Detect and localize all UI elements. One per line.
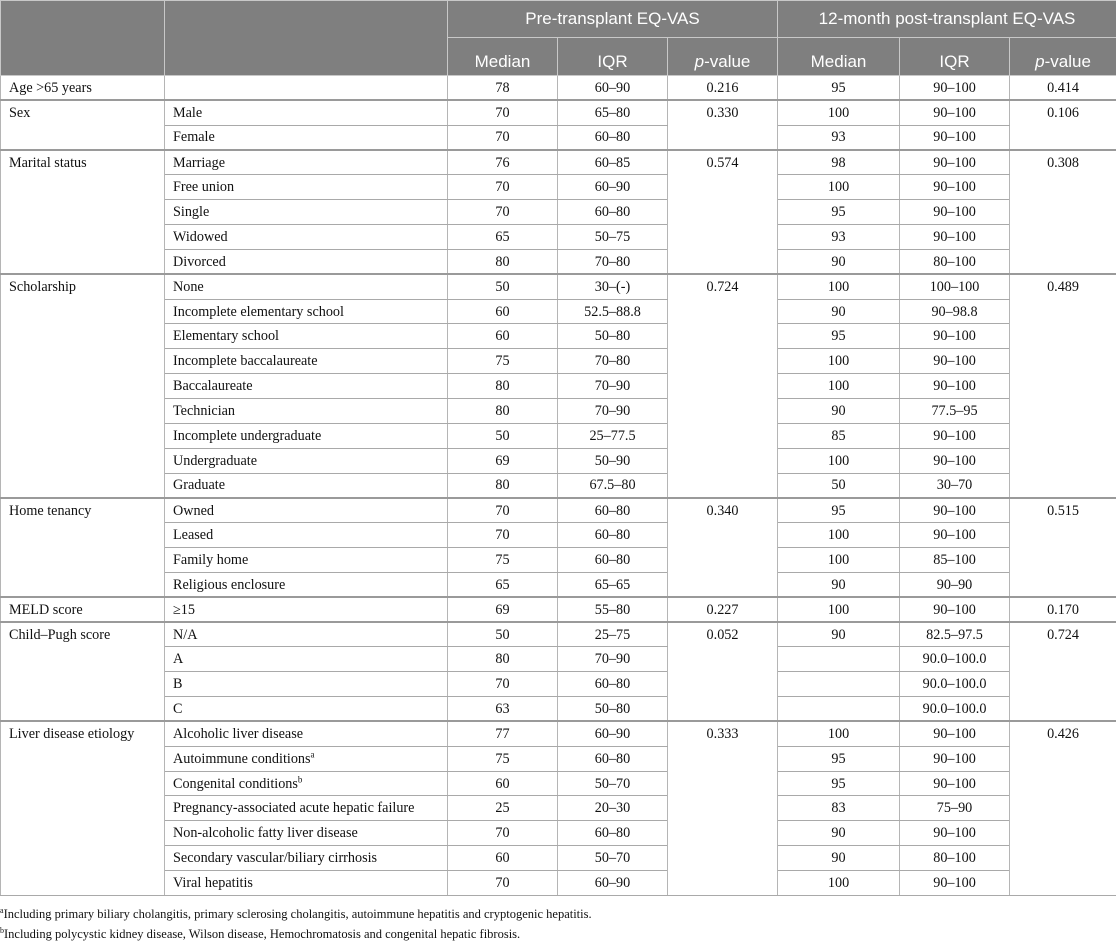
row-category: Congenital conditions$^b$	[165, 771, 448, 796]
post-median-cell: 100	[778, 871, 900, 896]
post-iqr-cell: 90–100	[900, 871, 1010, 896]
row-category: Owned	[165, 498, 448, 523]
post-iqr-cell: 90–98.8	[900, 299, 1010, 324]
pre-median-cell: 60	[448, 324, 558, 349]
table-header	[1, 1, 1116, 76]
post-pvalue-cell: 0.170	[1010, 597, 1116, 622]
post-median-cell	[778, 697, 900, 722]
post-iqr-cell: 90–100	[900, 448, 1010, 473]
table-row	[1, 498, 1116, 523]
table-row	[1, 175, 1116, 200]
pre-iqr-cell: 65–65	[558, 572, 668, 597]
pre-median-cell: 75	[448, 548, 558, 573]
pre-iqr-cell: 60–90	[558, 871, 668, 896]
pre-iqr-cell: 60–80	[558, 548, 668, 573]
pre-median-cell: 75	[448, 746, 558, 771]
header-post-median: Median	[778, 38, 900, 76]
pre-iqr-cell: 50–80	[558, 324, 668, 349]
post-pvalue-cell: 0.308	[1010, 150, 1116, 274]
post-iqr-cell: 90–100	[900, 349, 1010, 374]
pre-pvalue-cell: 0.227	[668, 597, 778, 622]
pre-median-cell: 78	[448, 76, 558, 101]
pre-median-cell: 80	[448, 473, 558, 498]
pre-iqr-cell: 70–80	[558, 249, 668, 274]
row-category: Elementary school	[165, 324, 448, 349]
pre-iqr-cell: 60–80	[558, 125, 668, 150]
pre-iqr-cell: 70–90	[558, 398, 668, 423]
table-row	[1, 622, 1116, 647]
row-category: Non-alcoholic fatty liver disease	[165, 821, 448, 846]
post-median-cell: 100	[778, 100, 900, 125]
pre-iqr-cell: 25–77.5	[558, 423, 668, 448]
post-iqr-cell: 80–100	[900, 846, 1010, 871]
pre-pvalue-cell: 0.052	[668, 622, 778, 721]
pre-median-cell: 70	[448, 498, 558, 523]
pre-median-cell: 60	[448, 299, 558, 324]
post-iqr-cell: 90–100	[900, 76, 1010, 101]
post-median-cell: 90	[778, 398, 900, 423]
post-iqr-cell: 90.0–100.0	[900, 672, 1010, 697]
pre-iqr-cell: 70–90	[558, 647, 668, 672]
post-median-cell: 85	[778, 423, 900, 448]
pre-iqr-cell: 60–90	[558, 175, 668, 200]
pre-median-cell: 70	[448, 672, 558, 697]
row-category: Religious enclosure	[165, 572, 448, 597]
row-category: Divorced	[165, 249, 448, 274]
row-group-label: Child–Pugh score	[1, 622, 165, 721]
pre-median-cell: 60	[448, 846, 558, 871]
row-category: A	[165, 647, 448, 672]
pre-iqr-cell: 60–80	[558, 498, 668, 523]
post-median-cell	[778, 647, 900, 672]
post-median-cell: 90	[778, 249, 900, 274]
pre-median-cell: 60	[448, 771, 558, 796]
post-iqr-cell: 90–100	[900, 125, 1010, 150]
pre-iqr-cell: 60–80	[558, 523, 668, 548]
post-median-cell: 95	[778, 746, 900, 771]
post-iqr-cell: 90–100	[900, 423, 1010, 448]
row-category: Technician	[165, 398, 448, 423]
header-blank-1	[1, 1, 165, 76]
post-median-cell: 93	[778, 225, 900, 250]
pre-iqr-cell: 25–75	[558, 622, 668, 647]
post-median-cell: 95	[778, 76, 900, 101]
pre-median-cell: 80	[448, 398, 558, 423]
pre-iqr-cell: 50–90	[558, 448, 668, 473]
row-category	[165, 76, 448, 101]
header-post-transplant: 12-month post-transplant EQ-VAS	[778, 1, 1116, 38]
pre-pvalue-cell: 0.574	[668, 150, 778, 274]
header-pre-median: Median	[448, 38, 558, 76]
post-iqr-cell: 100–100	[900, 274, 1010, 299]
post-median-cell: 98	[778, 150, 900, 175]
pre-median-cell: 69	[448, 448, 558, 473]
pre-pvalue-cell: 0.330	[668, 100, 778, 150]
post-iqr-cell: 90–100	[900, 150, 1010, 175]
table-body	[1, 76, 1116, 896]
pre-median-cell: 80	[448, 249, 558, 274]
post-median-cell: 100	[778, 448, 900, 473]
row-group-label: Age >65 years	[1, 76, 165, 101]
post-median-cell: 83	[778, 796, 900, 821]
table-row	[1, 523, 1116, 548]
row-category: C	[165, 697, 448, 722]
post-pvalue-cell: 0.515	[1010, 498, 1116, 597]
post-iqr-cell: 82.5–97.5	[900, 622, 1010, 647]
row-category: Baccalaureate	[165, 374, 448, 399]
row-category: None	[165, 274, 448, 299]
pre-median-cell: 25	[448, 796, 558, 821]
row-category: Male	[165, 100, 448, 125]
row-category: N/A	[165, 622, 448, 647]
table-row	[1, 100, 1116, 125]
post-iqr-cell: 90–100	[900, 721, 1010, 746]
table-row	[1, 125, 1116, 150]
row-category: Leased	[165, 523, 448, 548]
post-median-cell	[778, 672, 900, 697]
row-group-label: Liver disease etiology	[1, 721, 165, 895]
post-iqr-cell: 90–90	[900, 572, 1010, 597]
pre-median-cell: 70	[448, 175, 558, 200]
pre-iqr-cell: 55–80	[558, 597, 668, 622]
table-row	[1, 871, 1116, 896]
table-row	[1, 349, 1116, 374]
table-row	[1, 672, 1116, 697]
row-category: Incomplete elementary school	[165, 299, 448, 324]
table-row	[1, 846, 1116, 871]
header-post-iqr: IQR	[900, 38, 1010, 76]
pre-iqr-cell: 65–80	[558, 100, 668, 125]
table-row	[1, 473, 1116, 498]
pre-iqr-cell: 70–90	[558, 374, 668, 399]
row-category: Marriage	[165, 150, 448, 175]
post-iqr-cell: 90–100	[900, 374, 1010, 399]
pre-median-cell: 50	[448, 622, 558, 647]
post-pvalue-cell: 0.724	[1010, 622, 1116, 721]
post-iqr-cell: 90–100	[900, 523, 1010, 548]
table-row	[1, 423, 1116, 448]
row-group-label: Home tenancy	[1, 498, 165, 597]
pre-median-cell: 65	[448, 572, 558, 597]
row-category: Pregnancy-associated acute hepatic failure	[165, 796, 448, 821]
table-row	[1, 374, 1116, 399]
pre-median-cell: 70	[448, 100, 558, 125]
pre-iqr-cell: 20–30	[558, 796, 668, 821]
row-category: Female	[165, 125, 448, 150]
row-category: B	[165, 672, 448, 697]
table-row	[1, 249, 1116, 274]
footnote-a: $^a$Including primary biliary cholangitis, primary sclerosing cholangitis, autoimmune hepatitis and cryptogenic hepatitis.	[0, 905, 592, 921]
table-row	[1, 150, 1116, 175]
post-median-cell: 100	[778, 721, 900, 746]
pre-median-cell: 50	[448, 423, 558, 448]
pre-median-cell: 75	[448, 349, 558, 374]
post-iqr-cell: 80–100	[900, 249, 1010, 274]
post-iqr-cell: 30–70	[900, 473, 1010, 498]
pre-median-cell: 70	[448, 871, 558, 896]
post-iqr-cell: 90–100	[900, 200, 1010, 225]
post-median-cell: 93	[778, 125, 900, 150]
row-category: Secondary vascular/biliary cirrhosis	[165, 846, 448, 871]
row-category: Family home	[165, 548, 448, 573]
table-row	[1, 647, 1116, 672]
table-row	[1, 597, 1116, 622]
post-pvalue-cell: 0.426	[1010, 721, 1116, 895]
pre-iqr-cell: 70–80	[558, 349, 668, 374]
pre-iqr-cell: 60–80	[558, 821, 668, 846]
pre-iqr-cell: 50–75	[558, 225, 668, 250]
post-median-cell: 90	[778, 299, 900, 324]
row-category: Incomplete baccalaureate	[165, 349, 448, 374]
table-row	[1, 796, 1116, 821]
row-category: Widowed	[165, 225, 448, 250]
post-pvalue-cell: 0.414	[1010, 76, 1116, 101]
post-iqr-cell: 90–100	[900, 324, 1010, 349]
header-pre-iqr: IQR	[558, 38, 668, 76]
table-row	[1, 746, 1116, 771]
row-category: Viral hepatitis	[165, 871, 448, 896]
post-median-cell: 90	[778, 821, 900, 846]
pre-median-cell: 80	[448, 647, 558, 672]
pre-median-cell: 70	[448, 200, 558, 225]
pre-median-cell: 70	[448, 523, 558, 548]
row-group-label: MELD score	[1, 597, 165, 622]
pre-iqr-cell: 30–(-)	[558, 274, 668, 299]
table-row	[1, 398, 1116, 423]
row-group-label: Scholarship	[1, 274, 165, 498]
post-median-cell: 95	[778, 324, 900, 349]
post-median-cell: 100	[778, 548, 900, 573]
table-row	[1, 76, 1116, 101]
row-category: Alcoholic liver disease	[165, 721, 448, 746]
post-median-cell: 100	[778, 597, 900, 622]
post-median-cell: 100	[778, 175, 900, 200]
pre-median-cell: 50	[448, 274, 558, 299]
table-row	[1, 548, 1116, 573]
post-median-cell: 95	[778, 200, 900, 225]
pre-pvalue-cell: 0.724	[668, 274, 778, 498]
pre-iqr-cell: 50–80	[558, 697, 668, 722]
post-iqr-cell: 90–100	[900, 821, 1010, 846]
row-category: Incomplete undergraduate	[165, 423, 448, 448]
post-median-cell: 90	[778, 572, 900, 597]
post-median-cell: 95	[778, 771, 900, 796]
post-iqr-cell: 85–100	[900, 548, 1010, 573]
post-pvalue-cell: 0.489	[1010, 274, 1116, 498]
pre-iqr-cell: 52.5–88.8	[558, 299, 668, 324]
post-median-cell: 90	[778, 846, 900, 871]
table-row	[1, 771, 1116, 796]
post-median-cell: 100	[778, 523, 900, 548]
pre-iqr-cell: 60–85	[558, 150, 668, 175]
row-group-label: Marital status	[1, 150, 165, 274]
row-category: Autoimmune conditions$^a$	[165, 746, 448, 771]
row-category: Single	[165, 200, 448, 225]
post-iqr-cell: 90–100	[900, 771, 1010, 796]
post-iqr-cell: 75–90	[900, 796, 1010, 821]
post-iqr-cell: 90–100	[900, 100, 1010, 125]
header-pre-pvalue: p-value	[668, 38, 778, 76]
post-iqr-cell: 77.5–95	[900, 398, 1010, 423]
post-median-cell: 90	[778, 622, 900, 647]
pre-iqr-cell: 60–80	[558, 672, 668, 697]
pre-iqr-cell: 50–70	[558, 846, 668, 871]
table-row	[1, 572, 1116, 597]
row-category: Undergraduate	[165, 448, 448, 473]
pre-iqr-cell: 67.5–80	[558, 473, 668, 498]
row-category: Free union	[165, 175, 448, 200]
post-median-cell: 100	[778, 374, 900, 399]
pre-median-cell: 65	[448, 225, 558, 250]
post-iqr-cell: 90–100	[900, 175, 1010, 200]
pre-median-cell: 63	[448, 697, 558, 722]
pre-iqr-cell: 60–80	[558, 746, 668, 771]
header-pre-transplant: Pre-transplant EQ-VAS	[448, 1, 778, 38]
post-iqr-cell: 90.0–100.0	[900, 647, 1010, 672]
table-row	[1, 324, 1116, 349]
post-iqr-cell: 90–100	[900, 597, 1010, 622]
pre-iqr-cell: 60–90	[558, 721, 668, 746]
header-post-pvalue: p-value	[1010, 38, 1116, 76]
post-median-cell: 50	[778, 473, 900, 498]
pre-median-cell: 76	[448, 150, 558, 175]
header-blank-2	[165, 1, 448, 76]
table-row	[1, 299, 1116, 324]
pre-iqr-cell: 60–90	[558, 76, 668, 101]
pre-median-cell: 70	[448, 821, 558, 846]
post-iqr-cell: 90–100	[900, 225, 1010, 250]
row-category: Graduate	[165, 473, 448, 498]
table-row	[1, 721, 1116, 746]
pre-pvalue-cell: 0.333	[668, 721, 778, 895]
row-group-label: Sex	[1, 100, 165, 150]
pre-iqr-cell: 50–70	[558, 771, 668, 796]
pre-iqr-cell: 60–80	[558, 200, 668, 225]
pre-median-cell: 69	[448, 597, 558, 622]
pre-median-cell: 77	[448, 721, 558, 746]
pre-median-cell: 70	[448, 125, 558, 150]
post-median-cell: 95	[778, 498, 900, 523]
footnote-b: $^b$Including polycystic kidney disease, Wilson disease, Hemochromatosis and congenital hepatic fibrosis.	[0, 925, 521, 941]
table-row	[1, 697, 1116, 722]
table-row	[1, 274, 1116, 299]
table-row	[1, 821, 1116, 846]
post-pvalue-cell: 0.106	[1010, 100, 1116, 150]
pre-pvalue-cell: 0.340	[668, 498, 778, 597]
post-median-cell: 100	[778, 349, 900, 374]
table-row	[1, 200, 1116, 225]
row-category: ≥15	[165, 597, 448, 622]
pre-median-cell: 80	[448, 374, 558, 399]
table-row	[1, 448, 1116, 473]
post-iqr-cell: 90–100	[900, 498, 1010, 523]
pre-pvalue-cell: 0.216	[668, 76, 778, 101]
post-median-cell: 100	[778, 274, 900, 299]
table-row	[1, 225, 1116, 250]
post-iqr-cell: 90–100	[900, 746, 1010, 771]
post-iqr-cell: 90.0–100.0	[900, 697, 1010, 722]
